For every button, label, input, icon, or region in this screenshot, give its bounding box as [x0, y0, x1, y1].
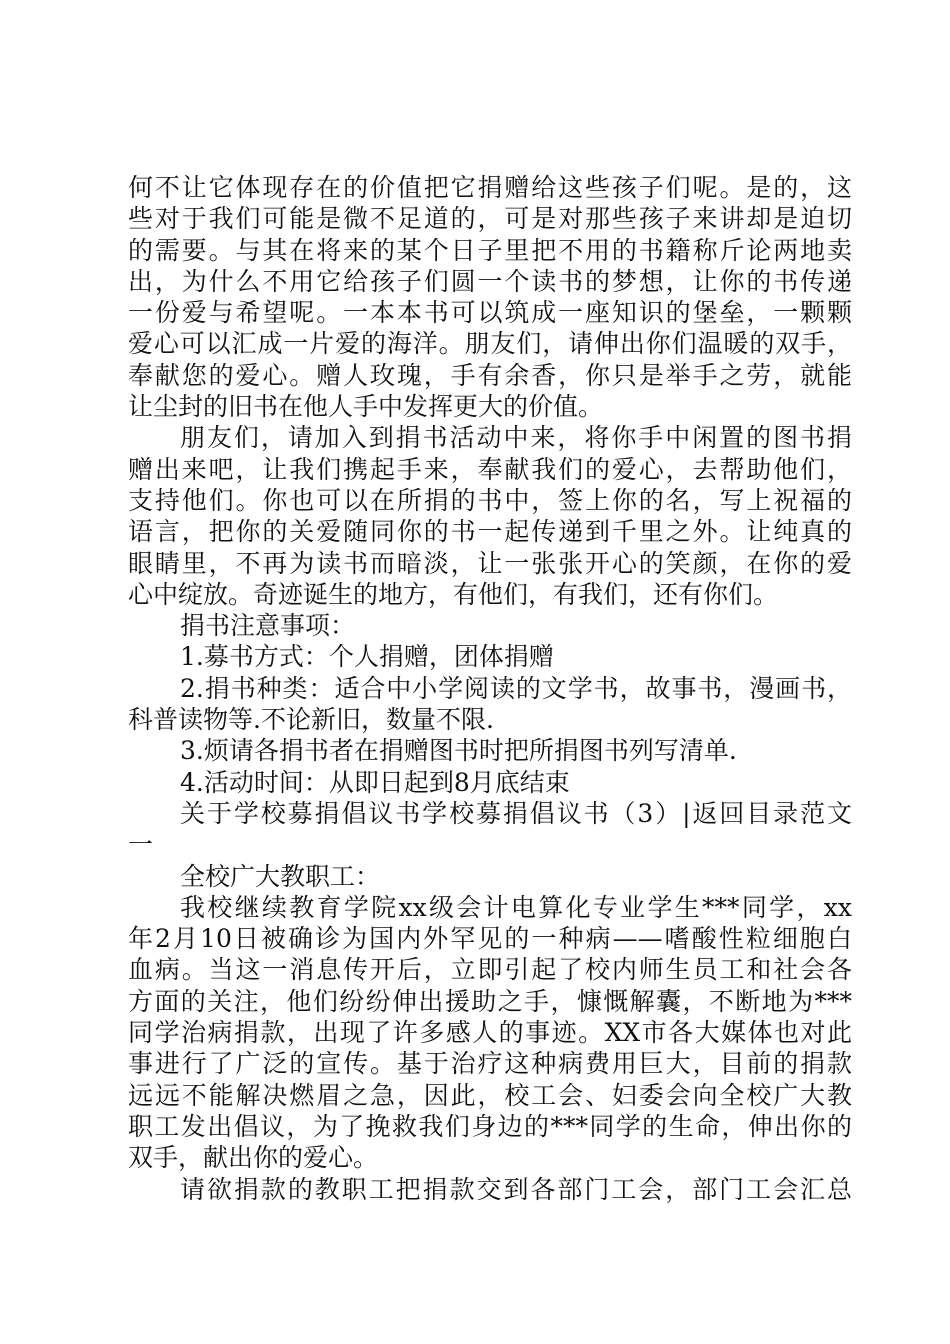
text-line: 职工发出倡议，为了挽救我们身边的***同学的生命，伸出你的 [128, 1111, 852, 1141]
notice-item: 1.募书方式：个人捐赠，团体捐赠 [180, 642, 554, 672]
text-line: 心中绽放。奇迹诞生的地方，有他们，有我们，还有你们。 [128, 579, 779, 609]
text-line: 远远不能解决燃眉之急，因此，校工会、妇委会向全校广大教 [128, 1080, 852, 1110]
section-heading: 关于学校募捐倡议书学校募捐倡议书（3）|返回目录范文 [180, 798, 852, 828]
text-line: 爱心可以汇成一片爱的海洋。朋友们，请伸出你们温暖的双手， [128, 329, 852, 359]
text-line: 科普读物等.不论新旧，数量不限. [128, 705, 494, 735]
text-line: 眼睛里，不再为读书而暗淡，让一张张开心的笑颜，在你的爱 [128, 548, 852, 578]
text-line: 支持他们。你也可以在所捐的书中，签上你的名，写上祝福的 [128, 485, 852, 515]
notice-item: 4.活动时间：从即日起到8月底结束 [180, 767, 570, 797]
text-line: 一 [128, 830, 154, 860]
text-line: 方面的关注，他们纷纷伸出援助之手，慷慨解囊，不断地为*** [128, 986, 852, 1016]
notice-item: 2.捐书种类：适合中小学阅读的文学书，故事书，漫画书， [180, 673, 852, 703]
text-line: 一份爱与希望呢。一本本书可以筑成一座知识的堡垒，一颗颗 [128, 298, 852, 328]
text-line: 让尘封的旧书在他人手中发挥更大的价值。 [128, 392, 604, 422]
salutation: 全校广大教职工： [180, 861, 381, 891]
text-line: 语言，把你的关爱随同你的书一起传递到千里之外。让纯真的 [128, 517, 852, 547]
text-line: 奉献您的爱心。赠人玫瑰，手有余香，你只是举手之劳，就能 [128, 360, 852, 390]
text-line: 血病。当这一消息传开后，立即引起了校内师生员工和社会各 [128, 955, 852, 985]
text-line: 赠出来吧，让我们携起手来，奉献我们的爱心，去帮助他们， [128, 454, 852, 484]
text-line: 何不让它体现存在的价值把它捐赠给这些孩子们呢。是的，这 [128, 173, 852, 202]
text-line: 的需要。与其在将来的某个日子里把不用的书籍称斤论两地卖 [128, 235, 852, 265]
notice-heading: 捐书注意事项： [180, 611, 356, 641]
notice-item: 3.烦请各捐书者在捐赠图书时把所捐图书列写清单. [180, 736, 737, 766]
text-line: 双手，献出你的爱心。 [128, 1143, 379, 1173]
paragraph-first-line: 朋友们，请加入到捐书活动中来，将你手中闲置的图书捐 [180, 423, 852, 453]
document-body [128, 172, 852, 1205]
paragraph-first-line: 请欲捐款的教职工把捐款交到各部门工会，部门工会汇总 [180, 1174, 852, 1204]
text-line: 出，为什么不用它给孩子们圆一个读书的梦想，让你的书传递 [128, 266, 852, 296]
text-line: 些对于我们可能是微不足道的，可是对那些孩子来讲却是迫切 [128, 204, 852, 234]
paragraph-first-line: 我校继续教育学院xx级会计电算化专业学生***同学，xx [180, 892, 852, 922]
text-line: 年2月10日被确诊为国内外罕见的一种病——嗜酸性粒细胞白 [128, 924, 852, 954]
text-line: 同学治病捐款，出现了许多感人的事迹。XX市各大媒体也对此 [128, 1018, 852, 1048]
text-line: 事进行了广泛的宣传。基于治疗这种病费用巨大，目前的捐款 [128, 1049, 852, 1079]
